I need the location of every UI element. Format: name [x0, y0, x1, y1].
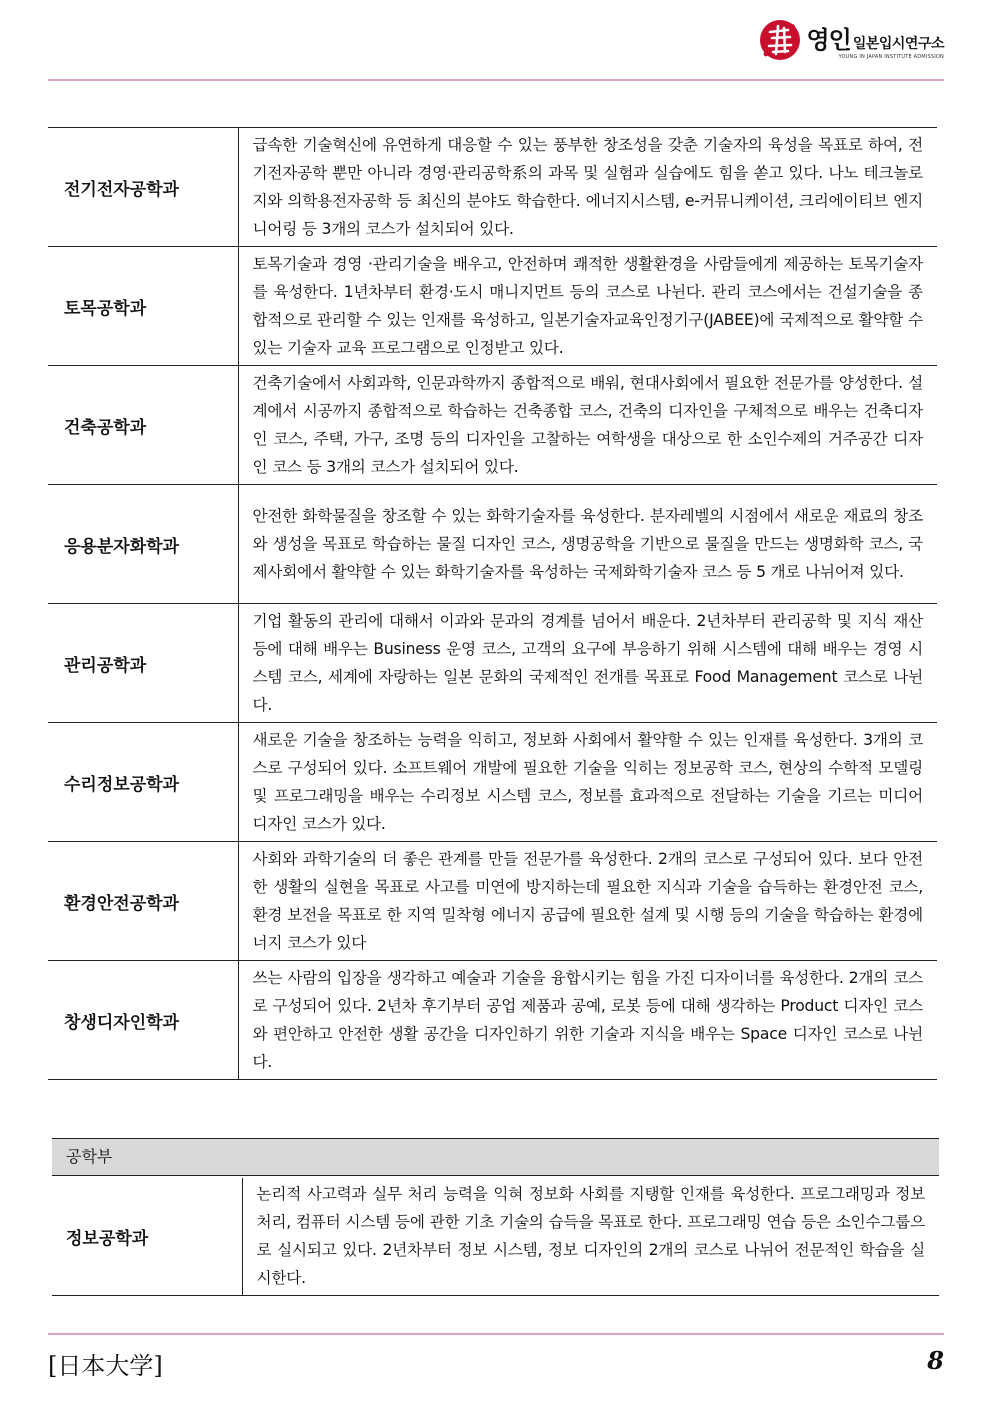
page-header: [48, 0, 944, 80]
table-row: [48, 604, 937, 723]
table-row: [48, 485, 937, 604]
department-name: 전기전자공학과: [48, 128, 238, 247]
department-name: 수리정보공학과: [48, 723, 238, 842]
table-row: [52, 1178, 939, 1295]
department-description: 안전한 화학물질을 창조할 수 있는 화학기술자를 육성한다. 분자레벨의 시점에서 새로운 재료의 창조와 생성을 목표로 학습하는 물질 디자인 코스, 생명공학을 기반으로 물질을 만드는 생명화학 코스, 국제사회에서 활약할 수 있는 화학기술자를 육성하는 국제화학기술자 코스 등 5 개로 나뉘어져 있다.: [238, 485, 937, 604]
brand-english: YOUNG IN JAPAN INSTITUTE ADMISSION: [838, 54, 944, 60]
footer-divider: [48, 1333, 944, 1335]
table-row: [48, 247, 937, 366]
department-description: 토목기술과 경영 ·관리기술을 배우고, 안전하며 쾌적한 생활환경을 사람들에게 제공하는 토목기술자를 육성한다. 1년차부터 환경·도시 매니지먼트 등의 코스로 나뉜다. 관리 코스에서는 건설기술을 종합적으로 관리할 수 있는 인재를 육성하고, 일본기술자교육인정기구(JABEE)에 국제적으로 활약할 수 있는 기술자 교육 프로그램으로 인정받고 있다.: [238, 247, 937, 366]
department-name: 응용분자화학과: [48, 485, 238, 604]
table-row: [48, 128, 937, 247]
table-row: [48, 961, 937, 1080]
department-table-2: [52, 1178, 939, 1296]
table-row: [48, 723, 937, 842]
table-row: [48, 366, 937, 485]
page-number: 8: [927, 1346, 944, 1375]
department-name: 창생디자인학과: [48, 961, 238, 1080]
department-name: 관리공학과: [48, 604, 238, 723]
department-description: 쓰는 사람의 입장을 생각하고 예술과 기술을 융합시키는 힘을 가진 디자이너를 육성한다. 2개의 코스로 구성되어 있다. 2년차 후기부터 공업 제품과 공예, 로봇 등에 대해 생각하는 Product 디자인 코스와 편안하고 안전한 생활 공간을 디자인하기 위한 기술과 지식을 배우는 Space 디자인 코스로 나뉜다.: [238, 961, 937, 1080]
department-table: [48, 127, 937, 1080]
university-name: [日本大学]: [48, 1352, 163, 1380]
department-description: 사회와 과학기술의 더 좋은 관계를 만들 전문가를 육성한다. 2개의 코스로 구성되어 있다. 보다 안전한 생활의 실현을 목표로 사고를 미연에 방지하는데 필요한 지식과 기술을 습득하는 환경안전 코스, 환경 보전을 목표로 한 지역 밀착형 에너지 공급에 필요한 설계 및 시행 등의 기술을 학습하는 환경에너지 코스가 있다: [238, 842, 937, 961]
department-name: 환경안전공학과: [48, 842, 238, 961]
department-description: 기업 활동의 관리에 대해서 이과와 문과의 경계를 넘어서 배운다. 2년차부터 관리공학 및 지식 재산 등에 대해 배우는 Business 운영 코스, 고객의 요구에 부응하기 위해 시스템에 대해 배우는 경영 시스템 코스, 세계에 자랑하는 일본 문화의 국제적인 전개를 목표로 Food Management 코스로 나뉜다.: [238, 604, 937, 723]
table-row: [48, 842, 937, 961]
section-heading: 공학부: [52, 1138, 939, 1176]
department-name: 건축공학과: [48, 366, 238, 485]
department-description: 새로운 기술을 창조하는 능력을 익히고, 정보화 사회에서 활약할 수 있는 인재를 육성한다. 3개의 코스로 구성되어 있다. 소프트웨어 개발에 필요한 기술을 익히는 정보공학 코스, 현상의 수학적 모델링 및 프로그래밍을 배우는 수리정보 시스템 코스, 정보를 효과적으로 전달하는 기술을 기르는 미디어 디자인 코스가 있다.: [238, 723, 937, 842]
department-description: 건축기술에서 사회과학, 인문과학까지 종합적으로 배워, 현대사회에서 필요한 전문가를 양성한다. 설계에서 시공까지 종합적으로 학습하는 건축종합 코스, 건축의 디자인을 구체적으로 배우는 건축디자인 코스, 주택, 가구, 조명 등의 디자인을 고찰하는 여학생을 대상으로 한 소인수제의 거주공간 디자인 코스 등 3개의 코스가 설치되어 있다.: [238, 366, 937, 485]
brand-logo: [758, 18, 944, 62]
department-description: 급속한 기술혁신에 유연하게 대응할 수 있는 풍부한 창조성을 갖춘 기술자의 육성을 목표로 하여, 전기전자공학 뿐만 아니라 경영·관리공학系의 과목 및 실험과 실습에도 힘을 쏟고 있다. 나노 테크놀로지와 의학용전자공학 등 최신의 분야도 학습한다. 에너지시스템, e-커뮤니케이션, 크리에이티브 엔지니어링 등 3개의 코스가 설치되어 있다.: [238, 128, 937, 247]
header-divider: [48, 79, 944, 81]
brand-name: 영인: [806, 26, 851, 54]
department-description: 논리적 사고력과 실무 처리 능력을 익혀 정보화 사회를 지탱할 인재를 육성한다. 프로그래밍과 정보 처리, 컴퓨터 시스템 등에 관한 기초 기술의 습득을 목표로 한다. 프로그래밍 연습 등은 소인수그룹으로 실시되고 있다. 2년차부터 정보 시스템, 정보 디자인의 2개의 코스로 나뉘어 전문적인 학습을 실시한다.: [242, 1178, 939, 1295]
calligraphy-seal-icon: [758, 18, 802, 62]
brand-subtitle: 일본입시연구소: [852, 36, 944, 52]
department-name: 토목공학과: [48, 247, 238, 366]
department-name: 정보공학과: [52, 1178, 242, 1295]
